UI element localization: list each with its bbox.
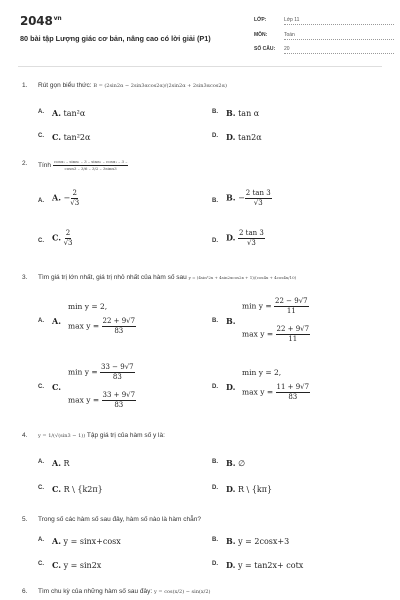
q3-option-b[interactable]: B. B. min y = $\frac{22 - 9√7}{11}$ max y = $\frac{22 + 9√7}{11}$ [212,297,310,343]
question-text: Tìm giá trị lớn nhất, giá trị nhỏ nhất của hàm số sau [38,274,187,281]
question-formula: B = (2sin2α − 2sin3αcos2α)/(2sin2α + 2sin3αcos2α) [93,83,227,89]
q3-option-d[interactable]: D. D. min y = 2, max y = $\frac{11 + 9√7}{83}$ [212,368,310,401]
question-formula: y = cos(x/2) − sin(x/2) [154,589,211,595]
document-header: $2048^{vn}$ 80 bài tập Lượng giác cơ bản, nâng cao có lời giải (P1) LỚP: Lớp 11 MÔN: Toán SỐ CÂU: 20 [0,0,400,70]
question-text: Trong số các hàm số sau đây, hàm số nào là hàm chẵn? [38,516,201,523]
question-text: Tập giá trị của hàm số y là: [86,432,165,439]
q3-option-a[interactable]: A. A. min y = 2, max y = $\frac{22 + 9√7}{83}$ [38,302,136,335]
site-logo[interactable]: $2048^{vn}$ [20,14,62,28]
question-text: Tính [38,162,52,170]
question-formula: y = (4sin²2x + 4sin2xcos2x + 1)/(cos4x + 4cos4x/10) [188,275,297,280]
question-text: Tìm chu kỳ của những hàm số sau đây: [38,588,153,595]
header-divider [18,66,382,67]
question-text: Rút gọn biểu thức: [38,82,92,89]
question-formula: y = 1/(√(sin3 − 1)) [38,433,86,439]
q3-option-c[interactable]: C. C. min y = $\frac{33 - 9√7}{83}$ max y = $\frac{33 + 9√7}{83}$ [38,363,136,409]
document-title: 80 bài tập Lượng giác cơ bản, nâng cao có lời giải (P1) [20,34,211,43]
